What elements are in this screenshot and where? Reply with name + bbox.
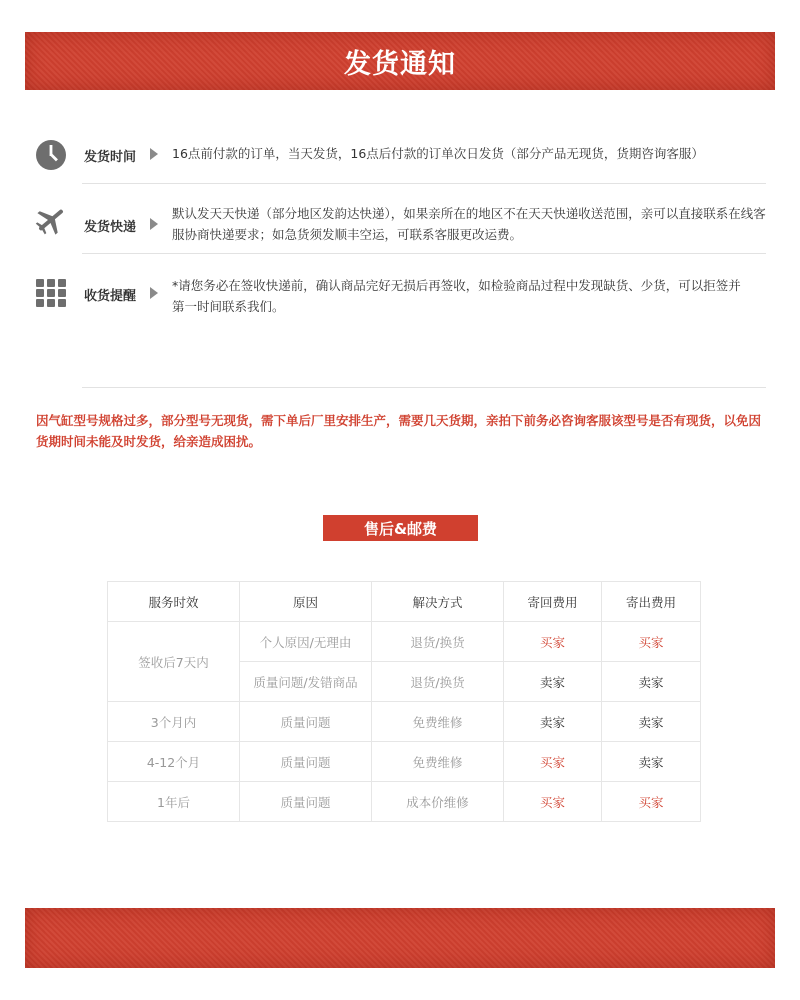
footer-banner <box>25 908 775 968</box>
send-fee-cell: 卖家 <box>602 702 701 742</box>
column-header: 服务时效 <box>108 582 240 622</box>
return-fee-cell: 买家 <box>504 622 602 662</box>
table-row <box>108 742 701 782</box>
arrow-right-icon <box>150 148 158 160</box>
send-fee-cell: 卖家 <box>602 662 701 702</box>
solution-cell: 退货/换货 <box>372 622 504 662</box>
solution-cell: 免费维修 <box>372 742 504 782</box>
reason-cell: 质量问题 <box>240 702 372 742</box>
shipping-time-text: 16点前付款的订单，当天发货，16点后付款的订单次日发货（部分产品无现货，货期咨询客服） <box>172 146 704 161</box>
shipping-time-label: 发货时间 <box>84 150 137 165</box>
reason-cell: 质量问题 <box>240 782 372 822</box>
column-header: 解决方式 <box>372 582 504 622</box>
after-sales-table <box>107 581 701 822</box>
period-cell: 1年后 <box>108 782 240 822</box>
shipping-time-row <box>34 138 766 172</box>
return-fee-cell: 卖家 <box>504 662 602 702</box>
receipt-reminder-text: *请您务必在签收快递前，确认商品完好无损后再签收，如检验商品过程中发现缺货、少货，可以拒签并第一时间联系我们。 <box>172 278 741 314</box>
grid-icon <box>34 276 68 310</box>
column-header: 寄回费用 <box>504 582 602 622</box>
return-fee-cell: 卖家 <box>504 702 602 742</box>
period-cell: 4-12个月 <box>108 742 240 782</box>
reason-cell: 个人原因/无理由 <box>240 622 372 662</box>
courier-row <box>34 203 766 242</box>
divider <box>82 387 766 388</box>
return-fee-cell: 买家 <box>504 782 602 822</box>
reason-cell: 质量问题/发错商品 <box>240 662 372 702</box>
receipt-reminder-label: 收货提醒 <box>84 289 137 304</box>
solution-cell: 免费维修 <box>372 702 504 742</box>
send-fee-cell: 卖家 <box>602 742 701 782</box>
receipt-reminder-row <box>34 276 766 314</box>
page-title: 发货通知 <box>344 48 456 80</box>
table-row <box>108 622 701 662</box>
header-banner <box>25 32 775 90</box>
send-fee-cell: 买家 <box>602 782 701 822</box>
solution-cell: 退货/换货 <box>372 662 504 702</box>
table-header-row <box>108 582 701 622</box>
reason-cell: 质量问题 <box>240 742 372 782</box>
clock-icon <box>34 138 68 172</box>
arrow-right-icon <box>150 287 158 299</box>
period-cell: 签收后7天内 <box>108 622 240 702</box>
airplane-icon <box>34 203 68 237</box>
divider <box>82 253 766 254</box>
divider <box>82 183 766 184</box>
period-cell: 3个月内 <box>108 702 240 742</box>
table-row <box>108 782 701 822</box>
courier-text: 默认发天天快递（部分地区发韵达快递），如果亲所在的地区不在天天快递收送范围，亲可以直接联系在线客服协商快递要求；如急货须发顺丰空运，可联系客服更改运费。 <box>172 206 766 242</box>
table-row <box>108 702 701 742</box>
return-fee-cell: 买家 <box>504 742 602 782</box>
arrow-right-icon <box>150 218 158 230</box>
column-header: 寄出费用 <box>602 582 701 622</box>
column-header: 原因 <box>240 582 372 622</box>
stock-notice: 因气缸型号规格过多，部分型号无现货，需下单后厂里安排生产，需要几天货期，亲拍下前务必咨询客服该型号是否有现货，以免因货期时间未能及时发货，给亲造成困扰。 <box>36 413 762 449</box>
send-fee-cell: 买家 <box>602 622 701 662</box>
courier-label: 发货快递 <box>84 220 137 235</box>
solution-cell: 成本价维修 <box>372 782 504 822</box>
after-sales-title: 售后&邮费 <box>323 515 478 541</box>
